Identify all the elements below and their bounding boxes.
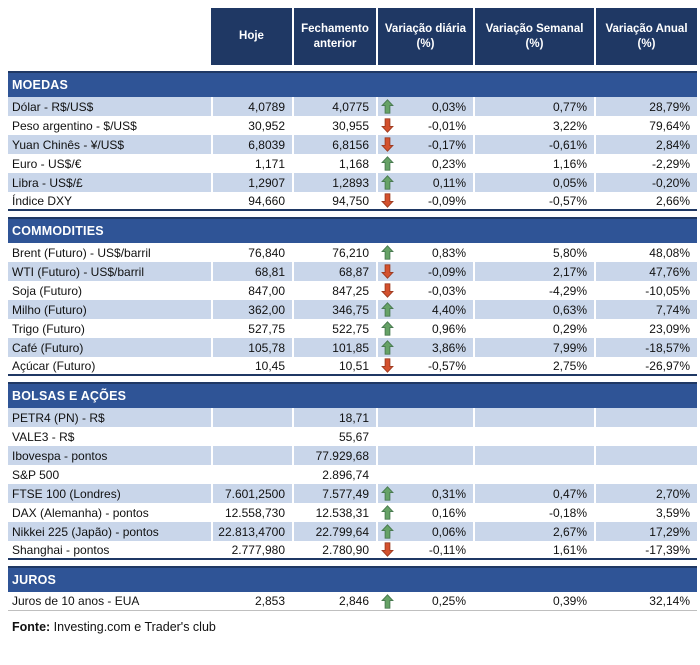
no-arrow-spacer	[381, 448, 395, 463]
arrow-up-icon	[381, 340, 395, 355]
variacao-semanal-value	[473, 427, 594, 446]
row-label: Nikkei 225 (Japão) - pontos	[8, 522, 211, 541]
no-arrow-spacer	[381, 410, 395, 425]
table-row-yuan-chines-us	[8, 135, 697, 154]
variacao-diaria-cell	[376, 300, 473, 319]
hoje-value	[211, 446, 292, 465]
fechamento-anterior-value: 4,0775	[292, 97, 376, 116]
hoje-value: 2.777,980	[211, 541, 292, 558]
table-row-shanghai-pontos	[8, 541, 697, 560]
variacao-diaria-value: 0,23%	[431, 156, 466, 171]
variacao-anual-value: -10,05%	[594, 281, 697, 300]
arrow-up-icon	[381, 524, 395, 539]
row-label: Açúcar (Futuro)	[8, 357, 211, 374]
header-cell-hoje: Hoje	[211, 8, 292, 65]
hoje-value	[211, 465, 292, 484]
variacao-semanal-value: 0,77%	[473, 97, 594, 116]
fechamento-anterior-value: 76,210	[292, 243, 376, 262]
row-label: Ibovespa - pontos	[8, 446, 211, 465]
row-label: FTSE 100 (Londres)	[8, 484, 211, 503]
arrow-down-icon	[381, 118, 395, 133]
variacao-diaria-value: 0,25%	[431, 594, 466, 608]
variacao-diaria-value: 0,96%	[431, 321, 466, 336]
fechamento-anterior-value: 522,75	[292, 319, 376, 338]
fechamento-anterior-value: 10,51	[292, 357, 376, 374]
variacao-diaria-value: 0,06%	[431, 524, 466, 539]
table-row-trigo-futuro	[8, 319, 697, 338]
row-label: Libra - US$/£	[8, 173, 211, 192]
variacao-diaria-value: 0,31%	[431, 486, 466, 501]
fechamento-anterior-value: 77.929,68	[292, 446, 376, 465]
variacao-anual-value: -0,20%	[594, 173, 697, 192]
hoje-value	[211, 408, 292, 427]
source-note	[8, 620, 700, 634]
row-label: Shanghai - pontos	[8, 541, 211, 558]
row-label: Índice DXY	[8, 192, 211, 209]
arrow-down-icon	[381, 264, 395, 279]
variacao-diaria-cell	[376, 541, 473, 558]
arrow-up-icon	[381, 302, 395, 317]
table-row-libra-us	[8, 173, 697, 192]
fechamento-anterior-value: 2.896,74	[292, 465, 376, 484]
variacao-diaria-cell	[376, 116, 473, 135]
variacao-semanal-value: 1,61%	[473, 541, 594, 558]
variacao-diaria-cell	[376, 154, 473, 173]
fechamento-anterior-value: 94,750	[292, 192, 376, 209]
table-row-juros-de-10-anos-eua	[8, 592, 697, 611]
table-row-euro-us	[8, 154, 697, 173]
variacao-diaria-value: 4,40%	[431, 302, 466, 317]
row-label: S&P 500	[8, 465, 211, 484]
row-label: Euro - US$/€	[8, 154, 211, 173]
row-label: Milho (Futuro)	[8, 300, 211, 319]
row-label: PETR4 (PN) - R$	[8, 408, 211, 427]
fechamento-anterior-value: 30,955	[292, 116, 376, 135]
row-label: Trigo (Futuro)	[8, 319, 211, 338]
source-label: Fonte:	[12, 620, 51, 634]
hoje-value: 1,2907	[211, 173, 292, 192]
header-cell-variacao-semanal: Variação Semanal (%)	[473, 8, 594, 65]
variacao-diaria-value: 0,83%	[431, 245, 466, 260]
hoje-value: 30,952	[211, 116, 292, 135]
row-label: WTI (Futuro) - US$/barril	[8, 262, 211, 281]
variacao-semanal-value: 0,63%	[473, 300, 594, 319]
hoje-value: 10,45	[211, 357, 292, 374]
variacao-semanal-value: 0,39%	[473, 592, 594, 610]
variacao-anual-value: 28,79%	[594, 97, 697, 116]
variacao-diaria-cell	[376, 446, 473, 465]
fechamento-anterior-value: 7.577,49	[292, 484, 376, 503]
variacao-semanal-value: 2,75%	[473, 357, 594, 374]
variacao-anual-value: -2,29%	[594, 154, 697, 173]
arrow-up-icon	[381, 505, 395, 520]
variacao-diaria-cell	[376, 592, 473, 610]
variacao-semanal-value: 7,99%	[473, 338, 594, 357]
variacao-diaria-cell	[376, 503, 473, 522]
hoje-value: 22.813,4700	[211, 522, 292, 541]
table-row-ibovespa-pontos	[8, 446, 697, 465]
arrow-up-icon	[381, 156, 395, 171]
header-cell-fechamento-anterior: Fechamento anterior	[292, 8, 376, 65]
variacao-semanal-value: 0,05%	[473, 173, 594, 192]
table-row-indice-dxy	[8, 192, 697, 211]
arrow-up-icon	[381, 594, 395, 609]
hoje-value: 2,853	[211, 592, 292, 610]
fechamento-anterior-value: 346,75	[292, 300, 376, 319]
variacao-semanal-value: 0,47%	[473, 484, 594, 503]
variacao-anual-value: 23,09%	[594, 319, 697, 338]
variacao-diaria-value: 0,03%	[431, 99, 466, 114]
hoje-value: 847,00	[211, 281, 292, 300]
variacao-anual-value: 2,66%	[594, 192, 697, 209]
variacao-diaria-cell	[376, 338, 473, 357]
fechamento-anterior-value: 22.799,64	[292, 522, 376, 541]
variacao-diaria-value: 0,11%	[432, 175, 466, 190]
arrow-up-icon	[381, 245, 395, 260]
variacao-diaria-cell	[376, 484, 473, 503]
arrow-up-icon	[381, 175, 395, 190]
row-label: Peso argentino - $/US$	[8, 116, 211, 135]
variacao-anual-value: -17,39%	[594, 541, 697, 558]
variacao-anual-value: -26,97%	[594, 357, 697, 374]
table-row-dax-alemanha-pontos	[8, 503, 697, 522]
table-row-dolar-r-us	[8, 97, 697, 116]
section-header-moedas: MOEDAS	[8, 71, 697, 97]
table-row-acucar-futuro	[8, 357, 697, 376]
variacao-diaria-cell	[376, 135, 473, 154]
variacao-diaria-cell	[376, 465, 473, 484]
row-label: Juros de 10 anos - EUA	[8, 592, 211, 610]
hoje-value: 6,8039	[211, 135, 292, 154]
fechamento-anterior-value: 2,846	[292, 592, 376, 610]
variacao-anual-value: 3,59%	[594, 503, 697, 522]
variacao-diaria-cell	[376, 192, 473, 209]
table-row-s-p-500	[8, 465, 697, 484]
variacao-semanal-value: 0,29%	[473, 319, 594, 338]
fechamento-anterior-value: 55,67	[292, 427, 376, 446]
variacao-diaria-value: -0,17%	[427, 137, 466, 152]
hoje-value: 4,0789	[211, 97, 292, 116]
table-row-milho-futuro	[8, 300, 697, 319]
variacao-diaria-cell	[376, 281, 473, 300]
variacao-diaria-cell	[376, 522, 473, 541]
variacao-anual-value: -18,57%	[594, 338, 697, 357]
variacao-semanal-value: 2,17%	[473, 262, 594, 281]
row-label: Café (Futuro)	[8, 338, 211, 357]
table-row-nikkei-225-japao-pontos	[8, 522, 697, 541]
table-row-peso-argentino-us	[8, 116, 697, 135]
arrow-down-icon	[381, 283, 395, 298]
variacao-semanal-value	[473, 446, 594, 465]
variacao-anual-value: 7,74%	[594, 300, 697, 319]
row-label: Dólar - R$/US$	[8, 97, 211, 116]
variacao-diaria-value: -0,09%	[427, 264, 466, 279]
arrow-up-icon	[381, 99, 395, 114]
variacao-diaria-value: -0,01%	[427, 118, 466, 133]
row-label: Soja (Futuro)	[8, 281, 211, 300]
variacao-diaria-value: -0,09%	[427, 193, 466, 208]
variacao-anual-value: 48,08%	[594, 243, 697, 262]
variacao-diaria-value: -0,11%	[428, 542, 466, 557]
hoje-value: 94,660	[211, 192, 292, 209]
variacao-anual-value: 47,76%	[594, 262, 697, 281]
fechamento-anterior-value: 6,8156	[292, 135, 376, 154]
arrow-up-icon	[381, 486, 395, 501]
no-arrow-spacer	[381, 429, 395, 444]
variacao-semanal-value: -0,18%	[473, 503, 594, 522]
table-row-vale3-r	[8, 427, 697, 446]
variacao-semanal-value	[473, 408, 594, 427]
variacao-anual-value: 2,84%	[594, 135, 697, 154]
table-row-cafe-futuro	[8, 338, 697, 357]
table-header-row	[8, 8, 697, 65]
variacao-semanal-value: 5,80%	[473, 243, 594, 262]
variacao-anual-value: 2,70%	[594, 484, 697, 503]
fechamento-anterior-value: 101,85	[292, 338, 376, 357]
variacao-semanal-value: 3,22%	[473, 116, 594, 135]
variacao-diaria-cell	[376, 97, 473, 116]
hoje-value	[211, 427, 292, 446]
variacao-diaria-cell	[376, 173, 473, 192]
variacao-diaria-value: -0,03%	[427, 283, 466, 298]
hoje-value: 527,75	[211, 319, 292, 338]
table-row-wti-futuro-us-barril	[8, 262, 697, 281]
hoje-value: 7.601,2500	[211, 484, 292, 503]
hoje-value: 76,840	[211, 243, 292, 262]
variacao-semanal-value: -0,57%	[473, 192, 594, 209]
variacao-diaria-cell	[376, 243, 473, 262]
arrow-down-icon	[381, 542, 395, 557]
table-row-petr4-pn-r	[8, 408, 697, 427]
variacao-anual-value	[594, 465, 697, 484]
row-label: VALE3 - R$	[8, 427, 211, 446]
table-row-brent-futuro-us-barril	[8, 243, 697, 262]
table-row-ftse-100-londres	[8, 484, 697, 503]
variacao-semanal-value: 1,16%	[473, 154, 594, 173]
section-header-juros: JUROS	[8, 566, 697, 592]
no-arrow-spacer	[381, 467, 395, 482]
arrow-down-icon	[381, 193, 395, 208]
row-label: Brent (Futuro) - US$/barril	[8, 243, 211, 262]
fechamento-anterior-value: 1,2893	[292, 173, 376, 192]
source-text: Investing.com e Trader's club	[50, 620, 216, 634]
variacao-diaria-value: 0,16%	[431, 505, 466, 520]
variacao-semanal-value	[473, 465, 594, 484]
fechamento-anterior-value: 2.780,90	[292, 541, 376, 558]
arrow-down-icon	[381, 358, 395, 373]
variacao-diaria-cell	[376, 427, 473, 446]
hoje-value: 362,00	[211, 300, 292, 319]
variacao-diaria-cell	[376, 408, 473, 427]
variacao-semanal-value: -4,29%	[473, 281, 594, 300]
variacao-diaria-value: -0,57%	[427, 358, 466, 373]
arrow-down-icon	[381, 137, 395, 152]
arrow-up-icon	[381, 321, 395, 336]
fechamento-anterior-value: 68,87	[292, 262, 376, 281]
variacao-diaria-cell	[376, 319, 473, 338]
hoje-value: 105,78	[211, 338, 292, 357]
variacao-semanal-value: 2,67%	[473, 522, 594, 541]
hoje-value: 68,81	[211, 262, 292, 281]
section-header-commodities: COMMODITIES	[8, 217, 697, 243]
variacao-semanal-value: -0,61%	[473, 135, 594, 154]
variacao-anual-value	[594, 408, 697, 427]
variacao-anual-value: 79,64%	[594, 116, 697, 135]
hoje-value: 12.558,730	[211, 503, 292, 522]
header-corner-spacer	[8, 8, 211, 65]
row-label: DAX (Alemanha) - pontos	[8, 503, 211, 522]
section-header-bolsas-e-acoes: BOLSAS E AÇÕES	[8, 382, 697, 408]
fechamento-anterior-value: 18,71	[292, 408, 376, 427]
variacao-diaria-value: 3,86%	[431, 340, 466, 355]
row-label: Yuan Chinês - ¥/US$	[8, 135, 211, 154]
variacao-anual-value: 17,29%	[594, 522, 697, 541]
hoje-value: 1,171	[211, 154, 292, 173]
variacao-diaria-cell	[376, 262, 473, 281]
variacao-anual-value	[594, 446, 697, 465]
variacao-anual-value: 32,14%	[594, 592, 697, 610]
header-cell-variacao-anual: Variação Anual (%)	[594, 8, 697, 65]
variacao-diaria-cell	[376, 357, 473, 374]
table-body	[8, 71, 700, 611]
variacao-anual-value	[594, 427, 697, 446]
fechamento-anterior-value: 12.538,31	[292, 503, 376, 522]
table-row-soja-futuro	[8, 281, 697, 300]
fechamento-anterior-value: 847,25	[292, 281, 376, 300]
header-cell-variacao-diaria: Variação diária (%)	[376, 8, 473, 65]
fechamento-anterior-value: 1,168	[292, 154, 376, 173]
